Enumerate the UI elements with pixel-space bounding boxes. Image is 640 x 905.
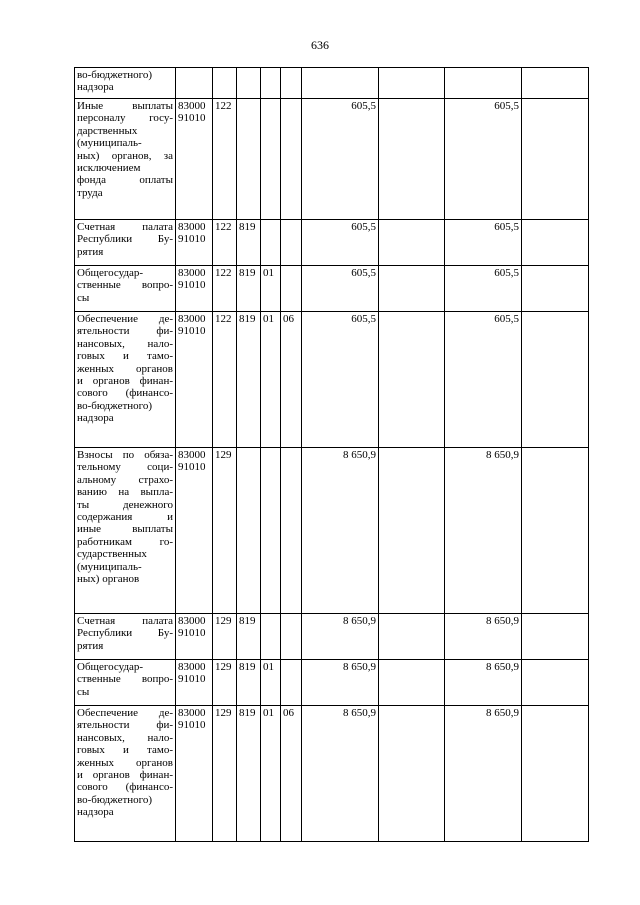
table-row <box>75 99 589 220</box>
expense-name-cell: Счетная палата Республики Бу- рятия <box>75 614 176 660</box>
expense-name-cell: Взносы по обяза- тельному соци- альному страхо- ванию на выпла- ты денежного содержания и иные выплаты работникам го- сударственных (муниципаль- ных) органов <box>75 448 176 614</box>
subsection-cell <box>281 99 302 220</box>
empty-cell <box>379 220 445 266</box>
administrator-cell: 819 <box>237 312 261 448</box>
subsection-cell <box>281 448 302 614</box>
empty-cell <box>522 312 589 448</box>
section-cell: 01 <box>261 312 281 448</box>
amount-cell <box>445 68 522 99</box>
expense-name-cell: Общегосудар- ственные вопро- сы <box>75 660 176 706</box>
table-row <box>75 614 589 660</box>
subsection-cell: 06 <box>281 312 302 448</box>
amount-cell: 8 650,9 <box>445 448 522 614</box>
program-code-cell: 83000 91010 <box>176 614 213 660</box>
section-cell: 01 <box>261 660 281 706</box>
program-code-cell: 83000 91010 <box>176 99 213 220</box>
expense-name-cell: Обеспечение де- ятельности фи- нансовых, нало- говых и тамо- женных органов и органов финан- сового (финансо- во-бюджетного) надзора <box>75 706 176 842</box>
table-row <box>75 448 589 614</box>
section-cell: 01 <box>261 706 281 842</box>
program-code-cell: 83000 91010 <box>176 706 213 842</box>
table-row <box>75 706 589 842</box>
empty-cell <box>522 614 589 660</box>
empty-cell <box>522 68 589 99</box>
expense-type-cell: 122 <box>213 266 237 312</box>
empty-cell <box>379 614 445 660</box>
expense-name-cell: Общегосудар- ственные вопро- сы <box>75 266 176 312</box>
administrator-cell: 819 <box>237 706 261 842</box>
section-cell <box>261 99 281 220</box>
empty-cell <box>379 68 445 99</box>
page-number: 636 <box>311 38 329 52</box>
program-code-cell <box>176 68 213 99</box>
amount-cell: 605,5 <box>445 266 522 312</box>
expense-name-cell: Иные выплаты персоналу госу- дарственных (муниципаль- ных) органов, за исключением фонда оплаты труда <box>75 99 176 220</box>
table-row <box>75 220 589 266</box>
program-code-cell: 83000 91010 <box>176 660 213 706</box>
empty-cell <box>379 448 445 614</box>
section-cell <box>261 220 281 266</box>
amount-cell: 8 650,9 <box>302 706 379 842</box>
subsection-cell <box>281 614 302 660</box>
program-code-cell: 83000 91010 <box>176 312 213 448</box>
expense-type-cell: 129 <box>213 448 237 614</box>
subsection-cell <box>281 220 302 266</box>
expense-type-cell <box>213 68 237 99</box>
table-row <box>75 660 589 706</box>
empty-cell <box>522 99 589 220</box>
expense-type-cell: 122 <box>213 220 237 266</box>
expense-type-cell: 122 <box>213 312 237 448</box>
budget-table <box>74 67 589 842</box>
amount-cell: 8 650,9 <box>302 660 379 706</box>
table-row <box>75 68 589 99</box>
amount-cell: 605,5 <box>302 266 379 312</box>
empty-cell <box>379 312 445 448</box>
amount-cell: 605,5 <box>445 99 522 220</box>
empty-cell <box>522 706 589 842</box>
subsection-cell <box>281 660 302 706</box>
administrator-cell: 819 <box>237 660 261 706</box>
amount-cell: 8 650,9 <box>445 660 522 706</box>
expense-type-cell: 129 <box>213 614 237 660</box>
expense-type-cell: 122 <box>213 99 237 220</box>
amount-cell: 605,5 <box>445 220 522 266</box>
empty-cell <box>522 220 589 266</box>
expense-name-cell: во-бюджетного) надзора <box>75 68 176 99</box>
amount-cell: 8 650,9 <box>445 614 522 660</box>
section-cell: 01 <box>261 266 281 312</box>
amount-cell: 605,5 <box>445 312 522 448</box>
section-cell <box>261 448 281 614</box>
administrator-cell <box>237 99 261 220</box>
administrator-cell: 819 <box>237 220 261 266</box>
amount-cell: 8 650,9 <box>445 706 522 842</box>
empty-cell <box>379 706 445 842</box>
subsection-cell <box>281 266 302 312</box>
amount-cell: 8 650,9 <box>302 448 379 614</box>
empty-cell <box>379 266 445 312</box>
expense-name-cell: Счетная палата Республики Бу- рятия <box>75 220 176 266</box>
administrator-cell: 819 <box>237 614 261 660</box>
empty-cell <box>522 660 589 706</box>
amount-cell: 605,5 <box>302 220 379 266</box>
subsection-cell <box>281 68 302 99</box>
empty-cell <box>522 266 589 312</box>
amount-cell: 8 650,9 <box>302 614 379 660</box>
administrator-cell <box>237 68 261 99</box>
amount-cell: 605,5 <box>302 99 379 220</box>
subsection-cell: 06 <box>281 706 302 842</box>
amount-cell <box>302 68 379 99</box>
program-code-cell: 83000 91010 <box>176 448 213 614</box>
expense-name-cell: Обеспечение де- ятельности фи- нансовых, нало- говых и тамо- женных органов и органов финан- сового (финансо- во-бюджетного) надзора <box>75 312 176 448</box>
expense-type-cell: 129 <box>213 706 237 842</box>
empty-cell <box>522 448 589 614</box>
amount-cell: 605,5 <box>302 312 379 448</box>
section-cell <box>261 68 281 99</box>
empty-cell <box>379 660 445 706</box>
administrator-cell: 819 <box>237 266 261 312</box>
table-row <box>75 266 589 312</box>
program-code-cell: 83000 91010 <box>176 220 213 266</box>
table-row <box>75 312 589 448</box>
empty-cell <box>379 99 445 220</box>
program-code-cell: 83000 91010 <box>176 266 213 312</box>
section-cell <box>261 614 281 660</box>
expense-type-cell: 129 <box>213 660 237 706</box>
administrator-cell <box>237 448 261 614</box>
